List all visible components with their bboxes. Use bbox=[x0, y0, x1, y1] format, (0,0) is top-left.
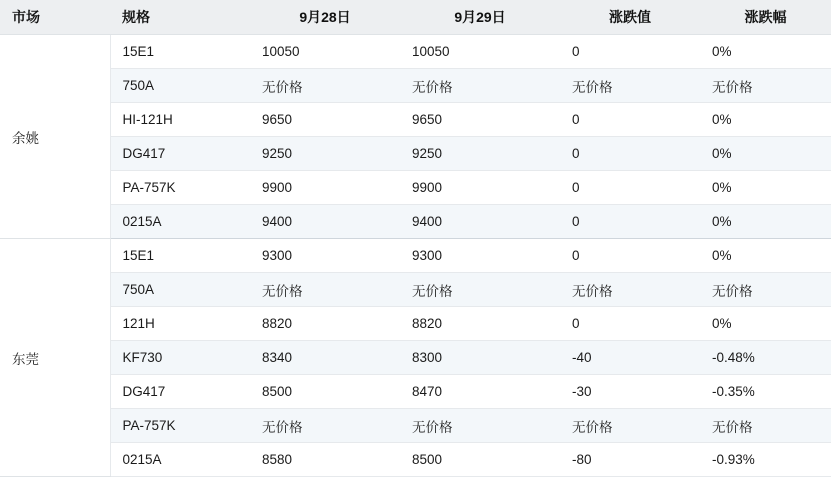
price-date-2: 8500 bbox=[400, 443, 560, 477]
price-date-1: 8820 bbox=[250, 307, 400, 341]
header-change-value: 涨跌值 bbox=[560, 0, 700, 35]
table-row bbox=[0, 239, 831, 273]
price-date-2: 无价格 bbox=[400, 69, 560, 103]
spec-value: 750A bbox=[110, 273, 250, 307]
change-value: 无价格 bbox=[560, 273, 700, 307]
change-value: 0 bbox=[560, 137, 700, 171]
change-value: -30 bbox=[560, 375, 700, 409]
change-percent: -0.35% bbox=[700, 375, 831, 409]
change-percent: 0% bbox=[700, 35, 831, 69]
price-date-1: 9900 bbox=[250, 171, 400, 205]
market-label: 东莞 bbox=[0, 239, 110, 477]
spec-value: 750A bbox=[110, 69, 250, 103]
header-market: 市场 bbox=[0, 0, 110, 35]
table-row bbox=[0, 171, 831, 205]
price-date-2: 9300 bbox=[400, 239, 560, 273]
change-value: -80 bbox=[560, 443, 700, 477]
price-date-2: 无价格 bbox=[400, 409, 560, 443]
change-value: 0 bbox=[560, 171, 700, 205]
change-value: 无价格 bbox=[560, 69, 700, 103]
header-change-percent: 涨跌幅 bbox=[700, 0, 831, 35]
header-spec: 规格 bbox=[110, 0, 250, 35]
table-body bbox=[0, 35, 831, 477]
price-date-1: 8500 bbox=[250, 375, 400, 409]
price-date-1: 9400 bbox=[250, 205, 400, 239]
price-date-1: 9300 bbox=[250, 239, 400, 273]
table-row bbox=[0, 137, 831, 171]
price-date-1: 10050 bbox=[250, 35, 400, 69]
table-header bbox=[0, 0, 831, 35]
price-date-1: 8340 bbox=[250, 341, 400, 375]
change-percent: 无价格 bbox=[700, 409, 831, 443]
price-date-1: 9250 bbox=[250, 137, 400, 171]
spec-value: 0215A bbox=[110, 443, 250, 477]
table-row bbox=[0, 273, 831, 307]
table-row bbox=[0, 375, 831, 409]
spec-value: PA-757K bbox=[110, 171, 250, 205]
change-percent: 无价格 bbox=[700, 273, 831, 307]
table-row bbox=[0, 443, 831, 477]
price-date-2: 无价格 bbox=[400, 273, 560, 307]
spec-value: DG417 bbox=[110, 137, 250, 171]
change-percent: 0% bbox=[700, 171, 831, 205]
change-percent: 0% bbox=[700, 205, 831, 239]
spec-value: DG417 bbox=[110, 375, 250, 409]
change-percent: -0.48% bbox=[700, 341, 831, 375]
change-value: 0 bbox=[560, 205, 700, 239]
change-percent: 0% bbox=[700, 103, 831, 137]
table-row bbox=[0, 103, 831, 137]
price-date-1: 无价格 bbox=[250, 409, 400, 443]
change-value: 0 bbox=[560, 35, 700, 69]
spec-value: 121H bbox=[110, 307, 250, 341]
table-row bbox=[0, 307, 831, 341]
table-row bbox=[0, 409, 831, 443]
change-value: 0 bbox=[560, 239, 700, 273]
change-value: 无价格 bbox=[560, 409, 700, 443]
market-label: 余姚 bbox=[0, 35, 110, 239]
table-row bbox=[0, 69, 831, 103]
spec-value: 0215A bbox=[110, 205, 250, 239]
header-date-1: 9月28日 bbox=[250, 0, 400, 35]
price-date-1: 9650 bbox=[250, 103, 400, 137]
change-value: 0 bbox=[560, 307, 700, 341]
price-date-2: 9400 bbox=[400, 205, 560, 239]
price-date-2: 8470 bbox=[400, 375, 560, 409]
price-date-1: 无价格 bbox=[250, 69, 400, 103]
price-date-2: 9900 bbox=[400, 171, 560, 205]
spec-value: PA-757K bbox=[110, 409, 250, 443]
spec-value: HI-121H bbox=[110, 103, 250, 137]
spec-value: 15E1 bbox=[110, 239, 250, 273]
change-percent: 0% bbox=[700, 239, 831, 273]
change-value: 0 bbox=[560, 103, 700, 137]
change-value: -40 bbox=[560, 341, 700, 375]
table-row bbox=[0, 341, 831, 375]
table-row bbox=[0, 35, 831, 69]
price-date-1: 无价格 bbox=[250, 273, 400, 307]
price-date-1: 8580 bbox=[250, 443, 400, 477]
change-percent: 0% bbox=[700, 307, 831, 341]
header-date-2: 9月29日 bbox=[400, 0, 560, 35]
price-date-2: 10050 bbox=[400, 35, 560, 69]
price-date-2: 8820 bbox=[400, 307, 560, 341]
spec-value: 15E1 bbox=[110, 35, 250, 69]
header-row bbox=[0, 0, 831, 35]
price-date-2: 9250 bbox=[400, 137, 560, 171]
price-date-2: 8300 bbox=[400, 341, 560, 375]
table-row bbox=[0, 205, 831, 239]
change-percent: 0% bbox=[700, 137, 831, 171]
change-percent: -0.93% bbox=[700, 443, 831, 477]
spec-value: KF730 bbox=[110, 341, 250, 375]
change-percent: 无价格 bbox=[700, 69, 831, 103]
price-date-2: 9650 bbox=[400, 103, 560, 137]
